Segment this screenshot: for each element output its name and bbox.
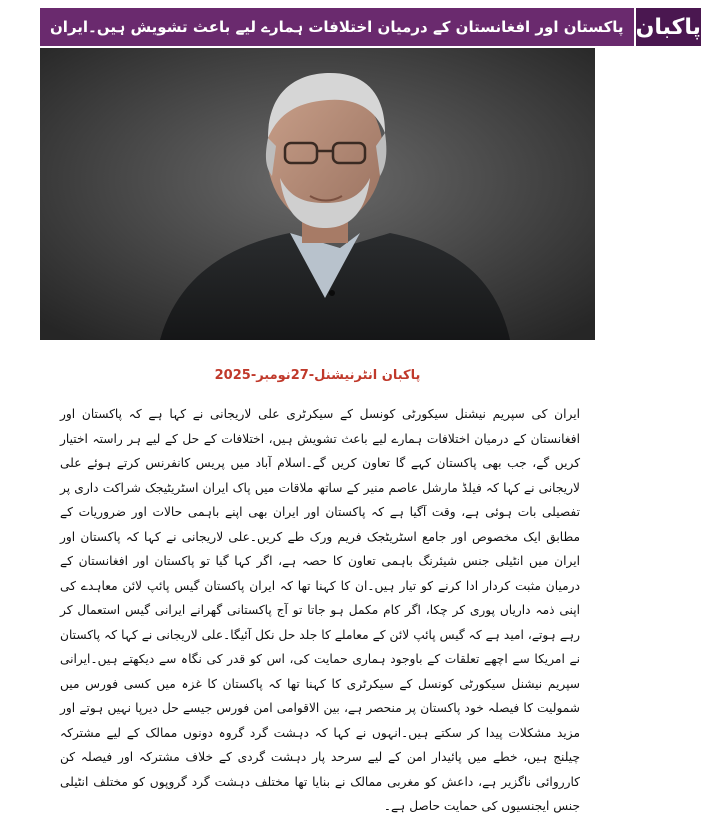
brand-logo[interactable]: پاکبان bbox=[636, 8, 701, 46]
article-body: ایران کی سپریم نیشنل سیکورٹی کونسل کے سیکرٹری علی لاریجانی نے کہا ہے کہ پاکستان اور افغانستان کے درمیان اختلافات ہمارے لیے باعث تشویش ہیں، اختلافات کے حل کے لیے ہر راستہ اختیار کریں گے، جب بھی پاکستان کہے گا تعاون کریں گے۔اسلام آباد میں پریس کانفرنس کرتے ہوئے علی لاریجانی نے کہا کہ فیلڈ مارشل عاصم منیر کے ساتھ ملاقات میں پاک ایران اسٹریٹیجک شراکت داری پر تفصیلی بات ہوئی ہے، وقت آگیا ہے کہ پاکستان اور ایران بھی اپنے باہمی حالات اور ضروریات کے مطابق ایک مخصوص اور جامع اسٹریٹجک فریم ورک طے کریں۔علی لاریجانی نے کہا کہ پاکستان اور ایران میں انٹیلی جنس شیئرنگ باہمی تعاون کا حصہ ہے، اگر کہا گیا تو پاکستان اور افغانستان کے درمیان مثبت کردار ادا کرنے کو تیار ہیں۔ان کا کہنا تھا کہ ایران پاکستان گیس پائپ لائن معاہدے کی اپنی ذمہ داریاں پوری کر چکا، اگر کام مکمل ہو جاتا تو آج پاکستانی گھرانے ایرانی گیس استعمال کر رہے ہوتے، امید ہے کہ گیس پائپ لائن کے معاملے کا جلد حل نکل آئیگا۔علی لاریجانی نے کہا کہ پاکستان نے امریکا سے اچھے تعلقات کے باوجود ہماری حمایت کی، اس کو قدر کی نگاہ سے دیکھتے ہیں۔ایرانی سپریم نیشنل سیکورٹی کونسل کے سیکرٹری کا کہنا تھا کہ پاکستان کا غزہ میں کسی فورس میں شمولیت کا فیصلہ خود پاکستان پر منحصر ہے، بین الاقوامی امن فورس جیسے حل دیرپا نہیں ہوتے اور مزید مشکلات پیدا کر سکتے ہیں۔انہوں نے کہا کہ دہشت گرد گروہ دونوں ممالک کے لیے مشترکہ چیلنج ہیں، خطے میں پائیدار امن کے لیے سرحد پار دہشت گردی کے خلاف مشترکہ اور فیصلہ کن کارروائی ناگزیر ہے، داعش کو مغربی ممالک نے بنایا تھا مختلف دہشت گرد گروپوں کو مختلف انٹیلی جنس ایجنسیوں کی حمایت حاصل ہے۔ bbox=[60, 407, 580, 813]
article-photo bbox=[40, 48, 595, 340]
header-bar bbox=[40, 8, 701, 46]
headline[interactable]: پاکستان اور افغانستان کے درمیان اختلافات ہمارے لیے باعث تشویش ہیں۔ایران bbox=[40, 8, 634, 46]
portrait-image bbox=[40, 48, 595, 340]
dateline: پاکبان انٹرنیشنل-27نومبر-2025 bbox=[214, 368, 421, 383]
